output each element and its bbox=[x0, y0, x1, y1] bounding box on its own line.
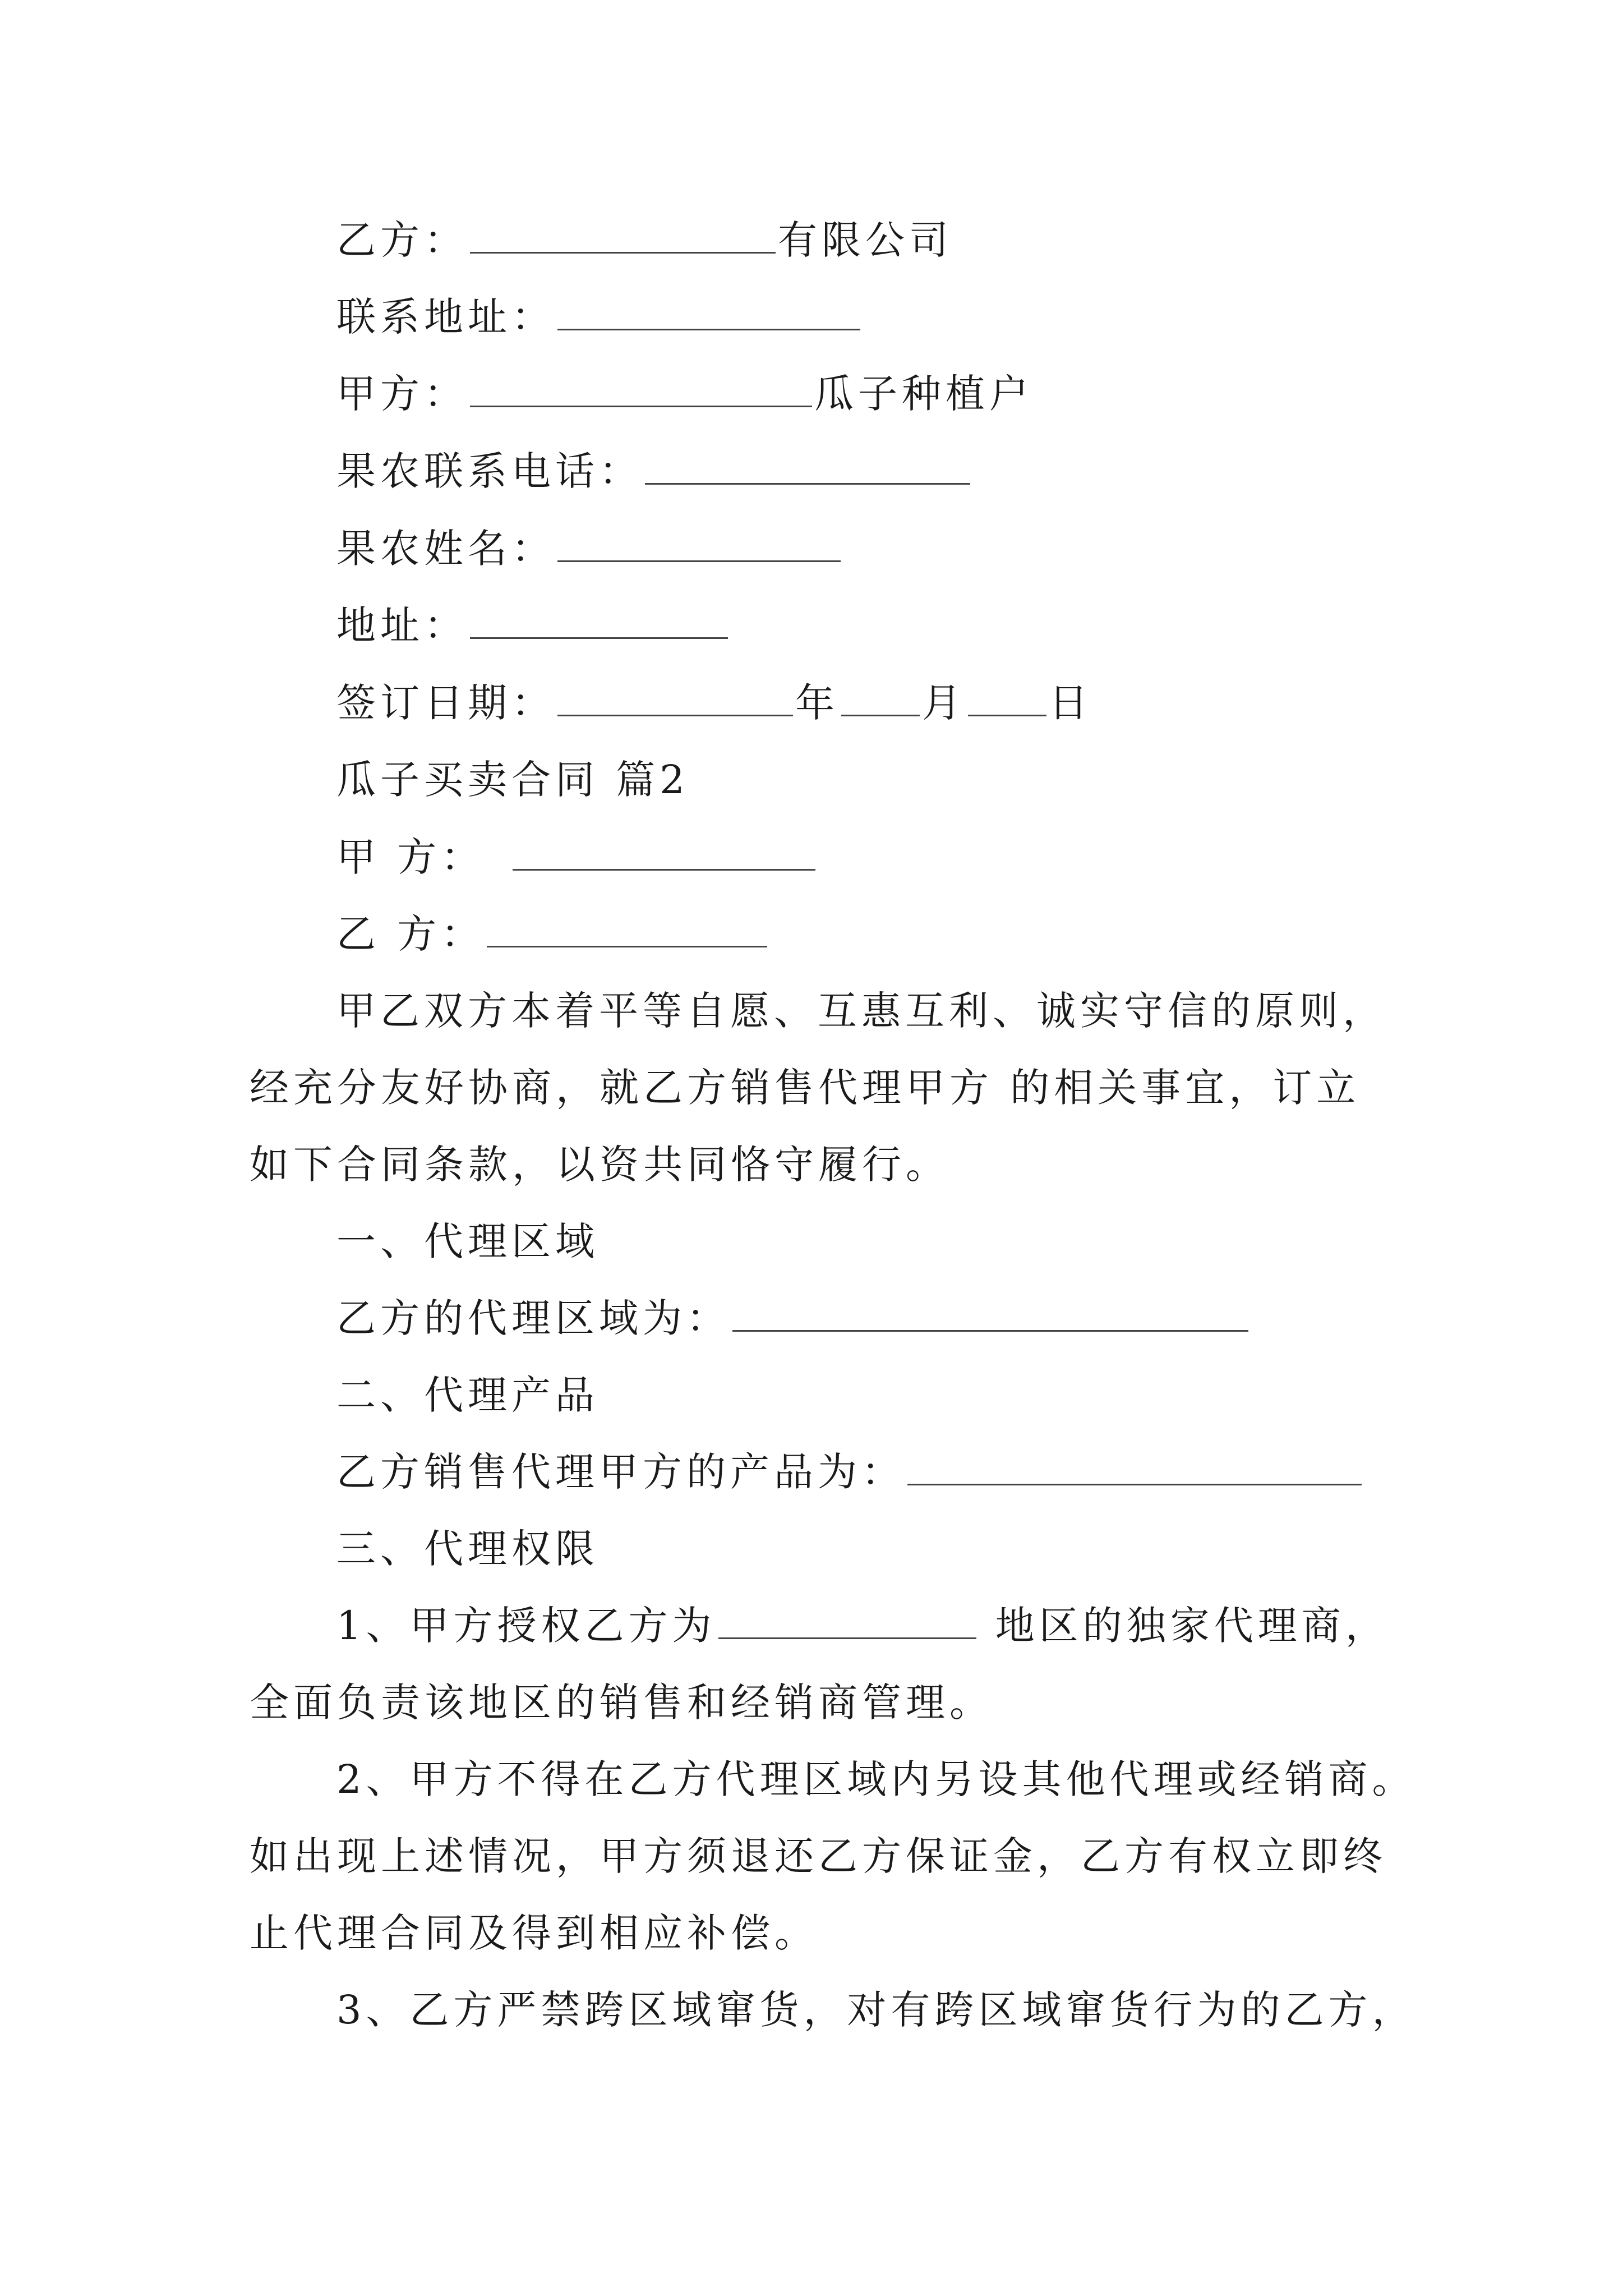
clause-1-heading: 一、代理区域 bbox=[336, 1218, 599, 1264]
party-b-blank[interactable] bbox=[470, 213, 776, 254]
address-label: 地址： bbox=[336, 602, 468, 648]
farmer-phone-line bbox=[336, 443, 972, 499]
clause-2-text: 乙方销售代理甲方的产品为： bbox=[336, 1449, 905, 1495]
agency-product-blank[interactable] bbox=[907, 1444, 1362, 1485]
farmer-name-line bbox=[336, 521, 843, 577]
party-a-suffix: 瓜子种植户 bbox=[814, 371, 1033, 417]
party-a-sign-blank[interactable] bbox=[513, 830, 815, 871]
intro-line-2: 经充分友好协商，就乙方销售代理甲方 的相关事宜，订立 bbox=[250, 1065, 1361, 1111]
clause-3-1-line-1 bbox=[336, 1598, 1389, 1654]
party-a-sign-line bbox=[336, 829, 818, 885]
month-label: 月 bbox=[922, 680, 966, 726]
year-label: 年 bbox=[795, 680, 839, 726]
farmer-name-label: 果农姓名： bbox=[336, 526, 555, 572]
address-blank[interactable] bbox=[470, 598, 728, 639]
party-a-label: 甲方： bbox=[336, 371, 468, 417]
clause-3-1-text-a: 1、甲方授权乙方为 bbox=[336, 1603, 716, 1649]
clause-3-2-line-2: 如出现上述情况，甲方须退还乙方保证金，乙方有权立即终 bbox=[250, 1833, 1387, 1879]
party-a-sign-label: 甲 方： bbox=[336, 834, 485, 880]
party-b-sign-blank[interactable] bbox=[487, 907, 767, 947]
contact-address-label: 联系地址： bbox=[336, 294, 555, 340]
farmer-phone-blank[interactable] bbox=[645, 444, 970, 485]
intro-line-1: 甲乙双方本着平等自愿、互惠互利、诚实守信的原则， bbox=[336, 988, 1386, 1034]
clause-1-text: 乙方的代理区域为： bbox=[336, 1295, 730, 1341]
party-b-line bbox=[336, 212, 953, 268]
contact-address-blank[interactable] bbox=[557, 289, 860, 330]
day-label: 日 bbox=[1049, 680, 1092, 726]
farmer-name-blank[interactable] bbox=[557, 521, 841, 562]
clause-2-text-line bbox=[336, 1444, 1364, 1500]
clause-3-2-line-3: 止代理合同及得到相应补偿。 bbox=[250, 1910, 818, 1956]
clause-3-1-text-b: 地区的独家代理商， bbox=[978, 1603, 1389, 1649]
address-line bbox=[336, 597, 730, 654]
section-title: 瓜子买卖合同 篇2 bbox=[336, 757, 689, 803]
party-b-sign-line bbox=[336, 906, 769, 962]
party-b-sign-label: 乙 方： bbox=[336, 911, 485, 957]
year-blank[interactable] bbox=[557, 675, 793, 716]
farmer-phone-label: 果农联系电话： bbox=[336, 448, 643, 494]
party-a-line bbox=[336, 366, 1033, 422]
party-b-suffix: 有限公司 bbox=[778, 217, 953, 263]
clause-3-heading: 三、代理权限 bbox=[336, 1526, 599, 1572]
clause-1-text-line bbox=[336, 1290, 1251, 1346]
contact-address-line bbox=[336, 289, 863, 345]
month-blank[interactable] bbox=[841, 675, 920, 716]
party-b-label: 乙方： bbox=[336, 217, 468, 263]
sign-date-label: 签订日期： bbox=[336, 680, 555, 726]
clause-3-1-line-2: 全面负责该地区的销售和经销商管理。 bbox=[250, 1680, 993, 1726]
exclusive-region-blank[interactable] bbox=[718, 1598, 976, 1639]
intro-line-3: 如下合同条款，以资共同恪守履行。 bbox=[250, 1142, 949, 1188]
clause-2-heading: 二、代理产品 bbox=[336, 1372, 599, 1418]
sign-date-line bbox=[336, 675, 1092, 731]
agency-region-blank[interactable] bbox=[732, 1291, 1248, 1332]
party-a-blank[interactable] bbox=[470, 366, 812, 407]
clause-3-3-line-1: 3、乙方严禁跨区域窜货，对有跨区域窜货行为的乙方， bbox=[336, 1987, 1416, 2033]
clause-3-2-line-1: 2、甲方不得在乙方代理区域内另设其他代理或经销商。 bbox=[336, 1756, 1416, 1802]
day-blank[interactable] bbox=[968, 675, 1046, 716]
